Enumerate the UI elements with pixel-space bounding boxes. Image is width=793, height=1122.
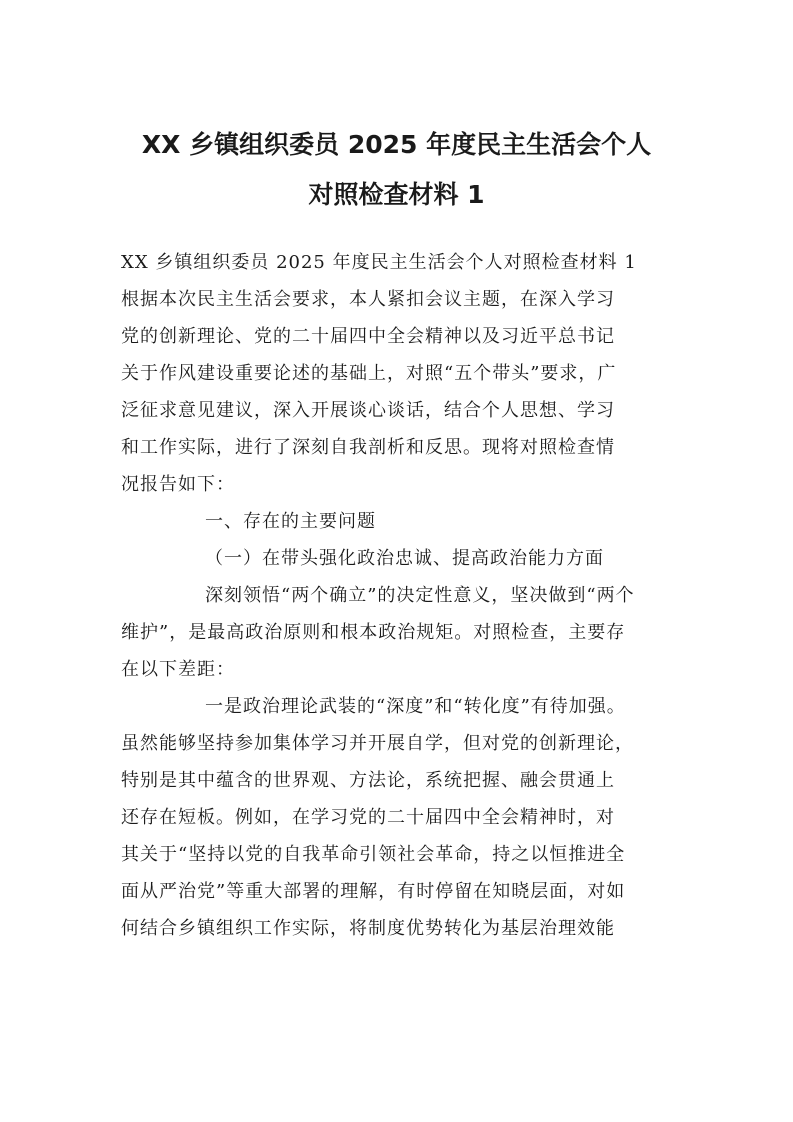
subsection-heading-1: （一）在带头强化政治忠诚、提高政治能力方面 [205, 548, 604, 569]
body-line-9: 维护”，是最高政治原则和根本政治规矩。对照检查，主要存 [121, 622, 626, 643]
document-title-line-2: 对照检查材料 1 [308, 180, 485, 209]
body-line-2: 根据本次民主生活会要求，本人紧扣会议主题，在深入学习 [121, 289, 615, 310]
body-line-16: 面从严治党”等重大部署的理解，有时停留在知晓层面，对如 [121, 881, 626, 902]
body-line-10: 在以下差距： [121, 659, 235, 680]
document-title-line-1: XX 乡镇组织委员 2025 年度民主生活会个人 [141, 130, 652, 159]
body-line-12: 虽然能够坚持参加集体学习并开展自学，但对党的创新理论， [121, 733, 634, 754]
section-heading-1: 一、存在的主要问题 [205, 511, 376, 532]
body-line-7: 况报告如下： [121, 474, 235, 495]
body-line-6: 和工作实际，进行了深刻自我剖析和反思。现将对照检查情 [121, 437, 615, 458]
body-line-14: 还存在短板。例如，在学习党的二十届四中全会精神时，对 [121, 807, 615, 828]
body-line-4: 关于作风建设重要论述的基础上，对照“五个带头”要求，广 [121, 363, 617, 384]
body-line-3: 党的创新理论、党的二十届四中全会精神以及习近平总书记 [121, 326, 615, 347]
body-line-8: 深刻领悟“两个确立”的决定性意义，坚决做到“两个 [205, 585, 635, 606]
body-line-13: 特别是其中蕴含的世界观、方法论，系统把握、融会贯通上 [121, 770, 615, 791]
body-line-17: 何结合乡镇组织工作实际，将制度优势转化为基层治理效能 [121, 918, 615, 939]
body-line-5: 泛征求意见建议，深入开展谈心谈话，结合个人思想、学习 [121, 400, 615, 421]
body-line-15: 其关于“坚持以党的自我革命引领社会革命，持之以恒推进全 [121, 844, 626, 865]
body-line-1: XX 乡镇组织委员 2025 年度民主生活会个人对照检查材料 1 [121, 252, 637, 273]
body-line-11: 一是政治理论武装的“深度”和“转化度”有待加强。 [205, 696, 626, 717]
